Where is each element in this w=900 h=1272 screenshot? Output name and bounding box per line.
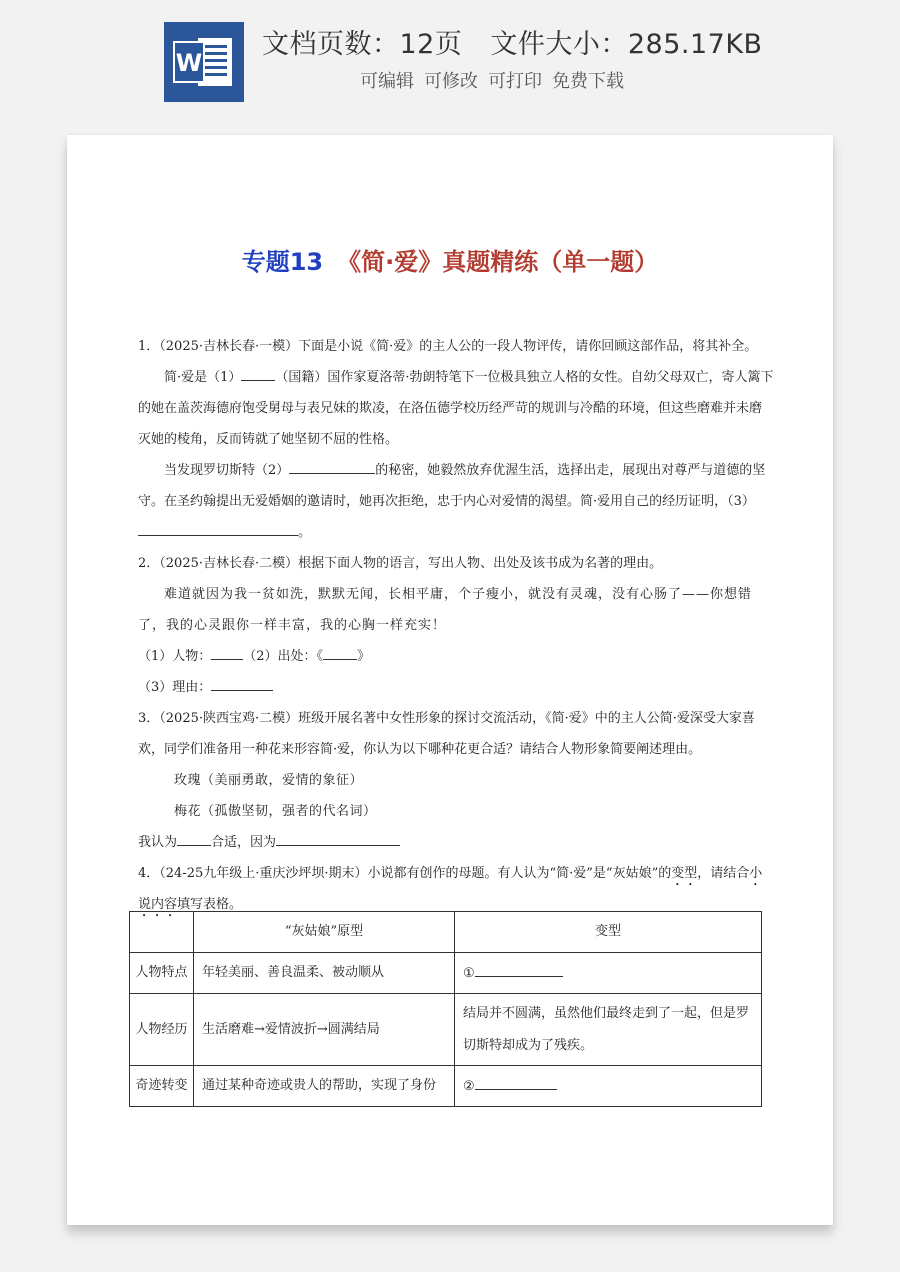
- row-label: 人物经历: [130, 994, 194, 1066]
- row-prototype: 年轻美丽、善良温柔、被动顺从: [194, 953, 455, 994]
- feature-free-download: 免费下载: [552, 71, 624, 92]
- file-size-text: 文件大小：285.17KB: [490, 29, 763, 60]
- answer-blank[interactable]: [211, 645, 243, 660]
- row-variant[interactable]: ②: [455, 1066, 762, 1107]
- table-row: [130, 1066, 762, 1107]
- feature-list: [360, 67, 634, 93]
- answer-blank[interactable]: [289, 459, 375, 474]
- row-label: 奇迹转变: [130, 1066, 194, 1107]
- table-header-row: [130, 912, 762, 953]
- q1-paragraph-1: 简·爱是（1） （国籍）国作家夏洛蒂·勃朗特笔下一位极具独立人格的女性。自幼父母双亡，寄人篱下的她在盖茨海德府饱受舅母与表兄妹的欺凌，在洛伍德学校历经严苛的规训与冷酷的环境，但这些磨难并未磨灭她的棱角，反而铸就了她坚韧不屈的性格。: [138, 362, 774, 455]
- answer-blank[interactable]: [475, 962, 563, 977]
- answer-blank[interactable]: [211, 676, 273, 691]
- q2-stem: 2．（2025·吉林长春·二模）根据下面人物的语言，写出人物、出处及该书成为名著的理由。: [138, 556, 663, 571]
- document-title: [67, 242, 833, 277]
- q3-option-plum: 梅花（孤傲坚韧，强者的代名词）: [174, 804, 377, 819]
- q3-option-rose: 玫瑰（美丽勇敢，爱情的象征）: [174, 773, 364, 788]
- row-prototype: 通过某种奇迹或贵人的帮助，实现了身份: [194, 1066, 455, 1107]
- question-content: [138, 331, 774, 920]
- table-row: [130, 994, 762, 1066]
- feature-editable: 可编辑: [360, 71, 414, 92]
- comparison-table: [129, 911, 762, 1107]
- answer-blank[interactable]: [276, 831, 400, 846]
- row-prototype: 生活磨难→爱情波折→圆满结局: [194, 994, 455, 1066]
- title-prefix: 专题13: [241, 248, 324, 276]
- answer-blank[interactable]: [138, 521, 298, 536]
- q3-stem: 3．（2025·陕西宝鸡·二模）班级开展名著中女性形象的探讨交流活动，《简·爱》中的主人公简·爱深受大家喜欢，同学们准备用一种花来形容简·爱，你认为以下哪种花更合适？请结合人物形象简要阐述理由。: [138, 711, 755, 757]
- q2-line-2: （3）理由：: [138, 672, 774, 703]
- q3-answer-line: 我认为 合适，因为: [138, 827, 774, 858]
- page-count-text: 文档页数：12页: [262, 29, 463, 60]
- feature-modifiable: 可修改: [424, 71, 478, 92]
- word-document-icon: [164, 22, 244, 102]
- row-variant: 结局并不圆满，虽然他们最终走到了一起，但是罗切斯特却成为了残疾。: [455, 994, 762, 1066]
- row-label: 人物特点: [130, 953, 194, 994]
- file-info-line: [262, 22, 763, 61]
- q4-stem: 4．（24-25九年级上·重庆沙坪坝·期末）小说都有创作的母题。有人认为“简·爱”是“灰姑娘”的变型，请结合小说内容填写表格。: [138, 866, 763, 912]
- table-row: [130, 953, 762, 994]
- table-header-cell: [130, 912, 194, 953]
- word-icon-letter: W: [175, 49, 203, 77]
- q1-stem: 1．（2025·吉林长春·一模）下面是小说《简·爱》的主人公的一段人物评传，请你回顾这部作品，将其补全。: [138, 339, 758, 354]
- answer-blank[interactable]: [323, 645, 357, 660]
- q2-quote: 难道就因为我一贫如洗，默默无闻，长相平庸，个子瘦小，就没有灵魂，没有心肠了——你想错了，我的心灵跟你一样丰富，我的心胸一样充实！: [138, 587, 753, 633]
- document-page: [67, 135, 833, 1225]
- download-banner: [0, 0, 900, 125]
- table-header-cell: “灰姑娘”原型: [194, 912, 455, 953]
- q1-paragraph-2: 当发现罗切斯特（2） 的秘密，她毅然放弃优渥生活，选择出走，展现出对尊严与道德的坚守。在圣约翰提出无爱婚姻的邀请时，她再次拒绝，忠于内心对爱情的渴望。简·爱用自己的经历证明，（3）。: [138, 455, 774, 548]
- answer-blank[interactable]: [177, 831, 211, 846]
- table-header-cell: 变型: [455, 912, 762, 953]
- q2-line-1: （1）人物： （2）出处：《 》: [138, 641, 774, 672]
- answer-blank[interactable]: [475, 1075, 557, 1090]
- feature-printable: 可打印: [488, 71, 542, 92]
- title-main: 《简·爱》真题精练（单一题）: [337, 248, 659, 276]
- answer-blank[interactable]: [241, 366, 275, 381]
- row-variant[interactable]: ①: [455, 953, 762, 994]
